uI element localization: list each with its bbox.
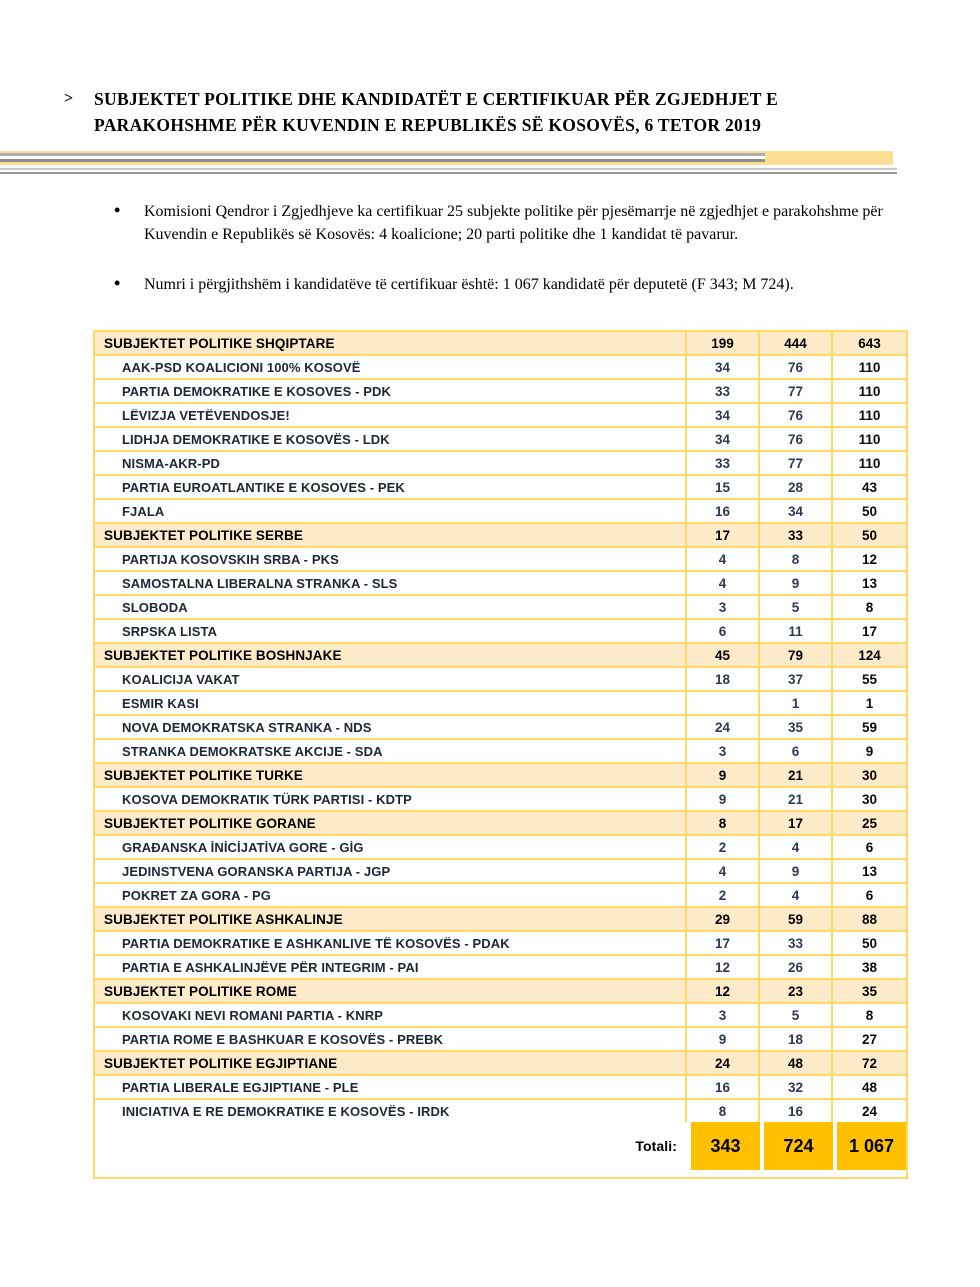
count-f: 34	[687, 428, 760, 450]
row-label: SRPSKA LISTA	[95, 620, 687, 642]
row-label: PARTIA E ASHKALINJËVE PËR INTEGRIM - PAI	[95, 956, 687, 978]
separator-yellow-band	[0, 151, 893, 165]
count-f: 9	[687, 788, 760, 810]
count-total: 43	[861, 479, 878, 495]
row-label: SUBJEKTET POLITIKE SERBE	[95, 524, 687, 546]
row-label: NOVA DEMOKRATSKA STRANKA - NDS	[95, 716, 687, 738]
party-row	[95, 692, 906, 716]
count-f: 12	[687, 956, 760, 978]
row-label: STRANKA DEMOKRATSKE AKCIJE - SDA	[95, 740, 687, 762]
count-total: 59	[861, 719, 878, 735]
count-m: 9	[760, 860, 833, 882]
count-total: 8	[865, 1007, 874, 1023]
title-marker: >	[64, 90, 74, 107]
count-m: 9	[760, 572, 833, 594]
category-row	[95, 524, 906, 548]
row-label: PARTIA EUROATLANTIKE E KOSOVES - PEK	[95, 476, 687, 498]
count-m: 4	[760, 836, 833, 858]
count-total: 48	[861, 1079, 878, 1095]
count-f: 3	[687, 1004, 760, 1026]
party-row	[95, 476, 906, 500]
count-m: 17	[760, 812, 833, 834]
row-label: SLOBODA	[95, 596, 687, 618]
bullet-item-certified-subjects: • Komisioni Qendror i Zgjedhjeve ka certifikuar 25 subjekte politike për pjesëmarrje në zgjedhjet e parakohshme për Kuvendin e Republikës së Kosovës: 4 koalicione; 20 parti politike dhe 1 kandidat të pavarur.	[112, 200, 910, 246]
count-total: 8	[865, 599, 874, 615]
row-label: SUBJEKTET POLITIKE GORANE	[95, 812, 687, 834]
party-row	[95, 668, 906, 692]
count-f: 34	[687, 404, 760, 426]
count-total: 30	[861, 767, 878, 783]
count-total: 35	[861, 983, 878, 999]
party-row	[95, 572, 906, 596]
table-total-row	[95, 1122, 906, 1170]
row-label: PARTIJA KOSOVSKIH SRBA - PKS	[95, 548, 687, 570]
party-row	[95, 356, 906, 380]
count-f: 24	[687, 1052, 760, 1074]
party-row	[95, 860, 906, 884]
category-row	[95, 908, 906, 932]
row-label: SUBJEKTET POLITIKE EGJIPTIANE	[95, 1052, 687, 1074]
party-row	[95, 956, 906, 980]
row-label: GRAĐANSKA İNİCİJATİVA GORE - GİG	[95, 836, 687, 858]
row-label: LËVIZJA VETËVENDOSJE!	[95, 404, 687, 426]
row-label: LIDHJA DEMOKRATIKE E KOSOVËS - LDK	[95, 428, 687, 450]
count-total: 1	[865, 695, 874, 711]
party-row	[95, 836, 906, 860]
row-label: KOSOVA DEMOKRATIK TÜRK PARTISI - KDTP	[95, 788, 687, 810]
category-row	[95, 980, 906, 1004]
count-m: 28	[760, 476, 833, 498]
count-total: 110	[858, 431, 881, 447]
row-label: AAK-PSD KOALICIONI 100% KOSOVË	[95, 356, 687, 378]
count-m: 23	[760, 980, 833, 1002]
count-f: 9	[687, 764, 760, 786]
bullet-item-total-candidates: • Numri i përgjithshëm i kandidatëve të certifikuar është: 1 067 kandidatë për deputetë (F 343; M 724).	[112, 273, 910, 296]
count-total: 6	[865, 887, 874, 903]
count-f: 24	[687, 716, 760, 738]
count-f: 3	[687, 596, 760, 618]
count-f: 16	[687, 500, 760, 522]
count-m: 8	[760, 548, 833, 570]
total-count-f: 343	[687, 1122, 760, 1170]
category-row	[95, 644, 906, 668]
party-row	[95, 596, 906, 620]
table-footer-strip	[95, 1170, 906, 1177]
count-total: 55	[861, 671, 878, 687]
count-m: 48	[760, 1052, 833, 1074]
row-label: PARTIA DEMOKRATIKE E KOSOVES - PDK	[95, 380, 687, 402]
count-total: 9	[865, 743, 874, 759]
count-total: 50	[861, 503, 878, 519]
count-f: 4	[687, 860, 760, 882]
count-total: 110	[858, 407, 881, 423]
count-m: 76	[760, 356, 833, 378]
separator	[0, 151, 980, 174]
party-row	[95, 428, 906, 452]
count-m: 16	[760, 1100, 833, 1122]
count-total: 110	[858, 383, 881, 399]
party-row	[95, 380, 906, 404]
category-row	[95, 764, 906, 788]
count-total: 6	[865, 839, 874, 855]
row-label: PARTIA LIBERALE EGJIPTIANE - PLE	[95, 1076, 687, 1098]
table-rows	[95, 332, 906, 1122]
row-label: SAMOSTALNA LIBERALNA STRANKA - SLS	[95, 572, 687, 594]
count-m: 79	[760, 644, 833, 666]
count-total: 12	[861, 551, 878, 567]
category-row	[95, 332, 906, 356]
count-f: 8	[687, 1100, 760, 1122]
row-label: SUBJEKTET POLITIKE SHQIPTARE	[95, 332, 687, 354]
count-f: 33	[687, 380, 760, 402]
party-row	[95, 404, 906, 428]
party-row	[95, 1100, 906, 1122]
count-f: 34	[687, 356, 760, 378]
summary-bullets	[112, 200, 910, 296]
count-m: 444	[760, 332, 833, 354]
count-total: 643	[858, 335, 881, 351]
total-count-all: 1 067	[833, 1122, 906, 1170]
count-f: 3	[687, 740, 760, 762]
count-m: 33	[760, 524, 833, 546]
count-f: 8	[687, 812, 760, 834]
party-row	[95, 1076, 906, 1100]
candidates-table	[93, 330, 908, 1179]
row-label: SUBJEKTET POLITIKE TURKE	[95, 764, 687, 786]
separator-groove-line	[0, 153, 765, 162]
party-row	[95, 884, 906, 908]
count-m: 76	[760, 404, 833, 426]
count-f: 17	[687, 524, 760, 546]
count-f: 18	[687, 668, 760, 690]
count-m: 6	[760, 740, 833, 762]
count-m: 34	[760, 500, 833, 522]
party-row	[95, 932, 906, 956]
count-total: 17	[861, 623, 878, 639]
count-f: 4	[687, 548, 760, 570]
row-label: SUBJEKTET POLITIKE ROME	[95, 980, 687, 1002]
count-total: 30	[861, 791, 878, 807]
count-total: 25	[861, 815, 878, 831]
row-label: PARTIA DEMOKRATIKE E ASHKANLIVE TË KOSOVËS - PDAK	[95, 932, 687, 954]
row-label: SUBJEKTET POLITIKE BOSHNJAKE	[95, 644, 687, 666]
row-label: INICIATIVA E RE DEMOKRATIKE E KOSOVËS - IRDK	[95, 1100, 687, 1122]
row-label: SUBJEKTET POLITIKE ASHKALINJE	[95, 908, 687, 930]
count-m: 5	[760, 1004, 833, 1026]
row-label: ESMIR KASI	[95, 692, 687, 714]
count-f: 4	[687, 572, 760, 594]
count-f: 6	[687, 620, 760, 642]
count-f: 29	[687, 908, 760, 930]
count-f: 12	[687, 980, 760, 1002]
count-total: 24	[861, 1103, 878, 1119]
party-row	[95, 452, 906, 476]
count-m: 18	[760, 1028, 833, 1050]
count-m: 77	[760, 452, 833, 474]
count-total: 124	[858, 647, 881, 663]
party-row	[95, 716, 906, 740]
count-m: 11	[760, 620, 833, 642]
party-row	[95, 788, 906, 812]
party-row	[95, 740, 906, 764]
count-total: 110	[858, 455, 881, 471]
count-total: 110	[858, 359, 881, 375]
page-title: SUBJEKTET POLITIKE DHE KANDIDATËT E CERTIFIKUAR PËR ZGJEDHJET E PARAKOHSHME PËR KUVENDIN E REPUBLIKËS SË KOSOVËS, 6 TETOR 2019	[94, 89, 779, 135]
party-row	[95, 620, 906, 644]
count-f: 17	[687, 932, 760, 954]
count-m: 21	[760, 764, 833, 786]
count-m: 35	[760, 716, 833, 738]
count-f: 15	[687, 476, 760, 498]
count-m: 77	[760, 380, 833, 402]
count-f: 2	[687, 836, 760, 858]
count-m: 26	[760, 956, 833, 978]
count-total: 72	[861, 1055, 878, 1071]
count-total: 50	[861, 935, 878, 951]
row-label: NISMA-AKR-PD	[95, 452, 687, 474]
count-total: 13	[861, 575, 878, 591]
count-m: 33	[760, 932, 833, 954]
count-f: 45	[687, 644, 760, 666]
row-label: JEDINSTVENA GORANSKA PARTIJA - JGP	[95, 860, 687, 882]
title-block	[0, 0, 980, 138]
count-total: 13	[861, 863, 878, 879]
count-m: 1	[760, 692, 833, 714]
count-total: 27	[861, 1031, 878, 1047]
count-total: 50	[861, 527, 878, 543]
category-row	[95, 812, 906, 836]
count-total: 88	[861, 911, 878, 927]
total-count-m: 724	[760, 1122, 833, 1170]
count-f: 33	[687, 452, 760, 474]
count-m: 32	[760, 1076, 833, 1098]
separator-gray-line	[0, 168, 897, 174]
row-label: FJALA	[95, 500, 687, 522]
party-row	[95, 1004, 906, 1028]
count-m: 21	[760, 788, 833, 810]
count-m: 4	[760, 884, 833, 906]
count-m: 59	[760, 908, 833, 930]
party-row	[95, 548, 906, 572]
row-label: POKRET ZA GORA - PG	[95, 884, 687, 906]
count-m: 76	[760, 428, 833, 450]
count-m: 5	[760, 596, 833, 618]
count-f: 2	[687, 884, 760, 906]
total-label: Totali:	[635, 1138, 677, 1154]
party-row	[95, 500, 906, 524]
party-row	[95, 1028, 906, 1052]
count-f	[687, 692, 760, 714]
category-row	[95, 1052, 906, 1076]
row-label: KOSOVAKI NEVI ROMANI PARTIA - KNRP	[95, 1004, 687, 1026]
row-label: PARTIA ROME E BASHKUAR E KOSOVËS - PREBK	[95, 1028, 687, 1050]
count-m: 37	[760, 668, 833, 690]
count-f: 199	[687, 332, 760, 354]
row-label: KOALICIJA VAKAT	[95, 668, 687, 690]
count-f: 9	[687, 1028, 760, 1050]
count-total: 38	[861, 959, 878, 975]
count-f: 16	[687, 1076, 760, 1098]
